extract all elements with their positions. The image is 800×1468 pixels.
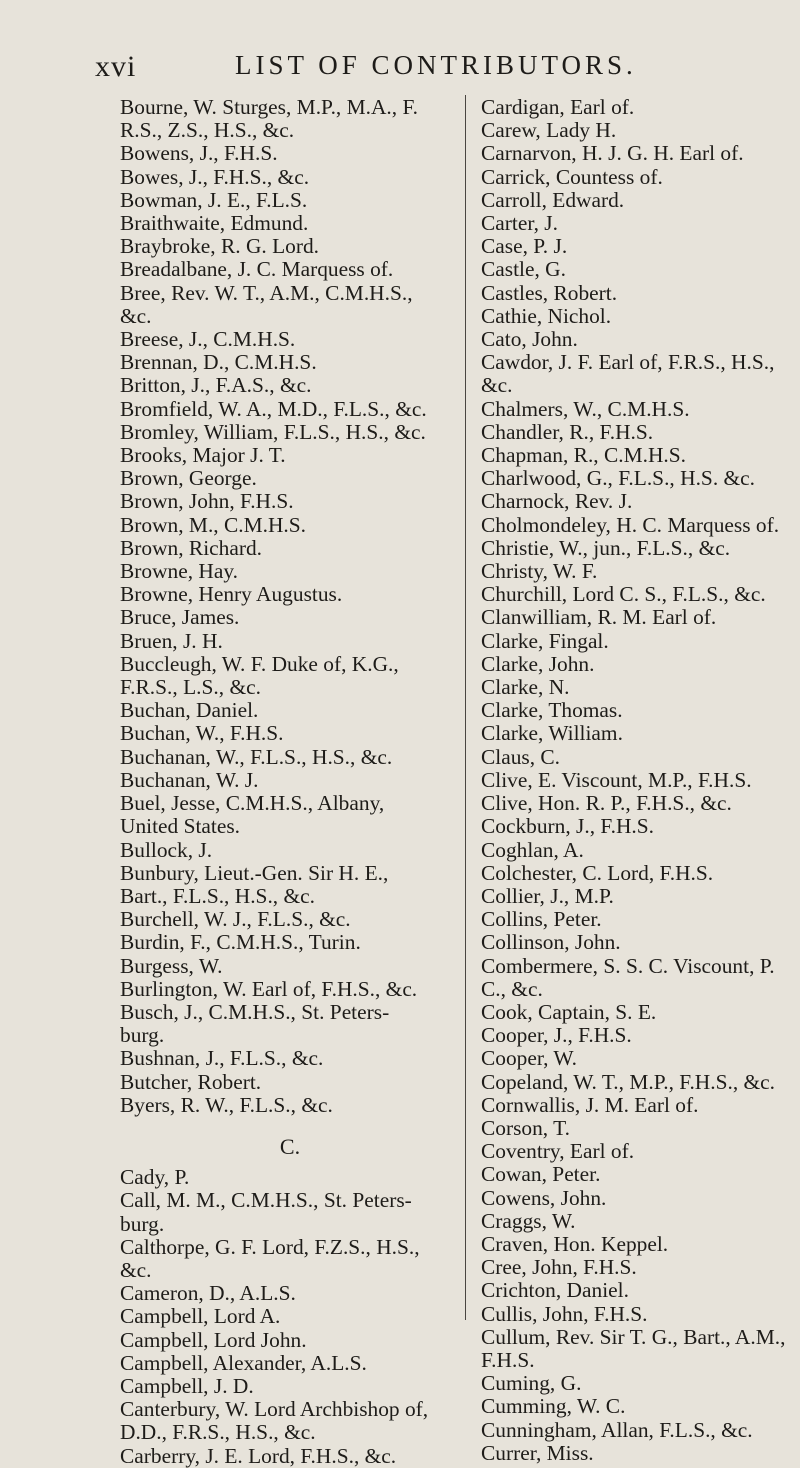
contributor-entry <box>481 722 799 745</box>
contributor-entry <box>481 119 799 142</box>
entry-name: Cathie, Nichol. <box>481 303 612 328</box>
contributor-entry <box>481 839 799 862</box>
contributor-entry <box>481 1024 799 1047</box>
entry-name: Cady, P. <box>120 1165 190 1190</box>
contributor-entry <box>481 1233 799 1256</box>
entry-continuation: &c. <box>481 373 513 398</box>
entry-name: Buel, Jesse, C.M.H.S., Albany, <box>120 791 385 816</box>
running-title: LIST OF CONTRIBUTORS. <box>235 50 637 80</box>
contributor-entry <box>481 815 799 838</box>
contributor-entry <box>481 1140 799 1163</box>
entry-name: Cumming, W. C. <box>481 1394 626 1419</box>
entry-name: Bruce, James. <box>120 605 240 630</box>
contributor-entry <box>120 1094 460 1117</box>
contributor-entry <box>481 189 799 212</box>
contributor-entry <box>120 699 460 722</box>
entry-name: Busch, J., C.M.H.S., St. Peters- <box>120 999 390 1024</box>
entry-name: Carberry, J. E. Lord, F.H.S., &c. <box>120 1443 397 1468</box>
entry-name: Clive, E. Viscount, M.P., F.H.S. <box>481 767 752 792</box>
contributor-entry <box>120 792 460 838</box>
contributor-entry <box>481 1117 799 1140</box>
contributor-entry <box>481 282 799 305</box>
entry-name: Campbell, Lord John. <box>120 1327 307 1352</box>
entry-name: Christy, W. F. <box>481 559 598 584</box>
entry-name: Campbell, J. D. <box>120 1373 254 1398</box>
entry-name: Cook, Captain, S. E. <box>481 999 657 1024</box>
contributor-entry <box>481 699 799 722</box>
entry-name: Buchan, Daniel. <box>120 698 259 723</box>
contributor-entry <box>481 1303 799 1326</box>
contributor-entry <box>120 421 460 444</box>
entry-name: Campbell, Lord A. <box>120 1304 281 1329</box>
entry-name: Colchester, C. Lord, F.H.S. <box>481 860 714 885</box>
contributor-entry <box>481 606 799 629</box>
entry-continuation: D.D., F.R.S., H.S., &c. <box>120 1420 316 1445</box>
page-header <box>95 50 795 90</box>
contributor-entry <box>120 1047 460 1070</box>
contributor-entry <box>120 1236 460 1282</box>
entry-name: Craven, Hon. Keppel. <box>481 1231 669 1256</box>
entry-continuation: &c. <box>120 1257 152 1282</box>
contributor-entry <box>481 630 799 653</box>
entry-name: Brooks, Major J. T. <box>120 443 286 468</box>
entry-name: Bowman, J. E., F.L.S. <box>120 187 308 212</box>
entry-name: Campbell, Alexander, A.L.S. <box>120 1350 367 1375</box>
entry-name: Cunningham, Allan, F.L.S., &c. <box>481 1417 753 1442</box>
contributor-entry <box>481 1163 799 1186</box>
entry-name: Castles, Robert. <box>481 280 618 305</box>
entry-name: Claus, C. <box>481 744 561 769</box>
entry-name: Buchanan, W., F.L.S., H.S., &c. <box>120 744 393 769</box>
contributor-entry <box>481 583 799 606</box>
entry-name: Clarke, N. <box>481 675 570 700</box>
contributor-entry <box>481 421 799 444</box>
contributor-entry <box>481 305 799 328</box>
entry-name: Brennan, D., C.M.H.S. <box>120 350 317 375</box>
entry-name: Bowens, J., F.H.S. <box>120 141 278 166</box>
contributor-entry <box>481 1071 799 1094</box>
contributor-entry <box>120 1001 460 1047</box>
contributor-entry <box>481 746 799 769</box>
entry-name: Cullis, John, F.H.S. <box>481 1301 648 1326</box>
contributor-entry <box>481 1442 799 1465</box>
contributor-entry <box>120 908 460 931</box>
contributor-entry <box>120 1305 460 1328</box>
entry-name: Coghlan, A. <box>481 837 584 862</box>
entry-name: Braithwaite, Edmund. <box>120 211 309 236</box>
contributor-entry <box>481 560 799 583</box>
contributor-entry <box>120 955 460 978</box>
entry-name: Cooper, W. <box>481 1046 577 1071</box>
contributor-entry <box>481 1210 799 1233</box>
contributor-entry <box>120 351 460 374</box>
entry-name: Charnock, Rev. J. <box>481 489 633 514</box>
entry-name: Carew, Lady H. <box>481 118 617 143</box>
entry-name: Clarke, Thomas. <box>481 698 623 723</box>
entry-name: Christie, W., jun., F.L.S., &c. <box>481 535 731 560</box>
contributor-entry <box>120 931 460 954</box>
contributor-entry <box>120 235 460 258</box>
entry-name: Burdin, F., C.M.H.S., Turin. <box>120 930 361 955</box>
entry-name: Combermere, S. S. C. Viscount, P. <box>481 953 775 978</box>
contributor-entry <box>120 606 460 629</box>
contributor-entry <box>481 1047 799 1070</box>
entry-name: Britton, J., F.A.S., &c. <box>120 373 312 398</box>
contributor-entry <box>120 490 460 513</box>
entry-name: Brown, George. <box>120 466 257 491</box>
entry-name: Burlington, W. Earl of, F.H.S., &c. <box>120 976 418 1001</box>
contributor-entry <box>120 189 460 212</box>
contributor-entry <box>481 142 799 165</box>
entry-continuation: &c. <box>120 303 152 328</box>
entry-name: Bowes, J., F.H.S., &c. <box>120 164 310 189</box>
entry-continuation: C., &c. <box>481 976 543 1001</box>
entry-name: Bullock, J. <box>120 837 213 862</box>
entry-name: Carnarvon, H. J. G. H. Earl of. <box>481 141 744 166</box>
contributor-entry <box>120 839 460 862</box>
contributor-entry <box>481 328 799 351</box>
entry-name: Cullum, Rev. Sir T. G., Bart., A.M., <box>481 1324 786 1349</box>
entry-name: Clarke, Fingal. <box>481 628 609 653</box>
contributor-entry <box>120 514 460 537</box>
entry-name: Byers, R. W., F.L.S., &c. <box>120 1092 333 1117</box>
entry-name: Bromley, William, F.L.S., H.S., &c. <box>120 419 426 444</box>
contributor-entry <box>481 166 799 189</box>
entry-name: Canterbury, W. Lord Archbishop of, <box>120 1397 429 1422</box>
contributor-entry <box>120 583 460 606</box>
entry-name: Churchill, Lord C. S., F.L.S., &c. <box>481 582 766 607</box>
entry-name: Burchell, W. J., F.L.S., &c. <box>120 907 351 932</box>
entry-continuation: F.R.S., L.S., &c. <box>120 675 261 700</box>
entry-name: Cameron, D., A.L.S. <box>120 1281 296 1306</box>
contributor-entry <box>481 1094 799 1117</box>
entry-name: Cardigan, Earl of. <box>481 95 635 119</box>
entry-name: Browne, Henry Augustus. <box>120 582 343 607</box>
contributor-entry <box>120 653 460 699</box>
contributor-entry <box>120 467 460 490</box>
entry-name: Cuming, G. <box>481 1371 582 1396</box>
entry-name: Cockburn, J., F.H.S. <box>481 814 654 839</box>
entry-name: Bree, Rev. W. T., A.M., C.M.H.S., <box>120 280 413 305</box>
contributor-entry <box>120 722 460 745</box>
entry-name: Breese, J., C.M.H.S. <box>120 327 296 352</box>
entry-name: Chandler, R., F.H.S. <box>481 419 654 444</box>
entry-name: Bushnan, J., F.L.S., &c. <box>120 1046 324 1071</box>
entry-name: Burgess, W. <box>120 953 223 978</box>
entry-name: Bromfield, W. A., M.D., F.L.S., &c. <box>120 396 427 421</box>
contributor-entry <box>481 444 799 467</box>
entry-name: Currer, Miss. <box>481 1440 594 1465</box>
entry-name: Browne, Hay. <box>120 559 239 584</box>
entry-name: Cowan, Peter. <box>481 1162 601 1187</box>
page-number: xvi <box>95 50 137 83</box>
right-column <box>481 96 799 1465</box>
contributor-entry <box>120 1189 460 1235</box>
entry-name: Calthorpe, G. F. Lord, F.Z.S., H.S., <box>120 1234 420 1259</box>
contributor-entry <box>481 862 799 885</box>
entry-continuation: burg. <box>120 1023 165 1048</box>
entry-continuation: Bart., F.L.S., H.S., &c. <box>120 883 315 908</box>
contributor-entry <box>481 398 799 421</box>
contributor-entry <box>481 931 799 954</box>
entry-name: Bourne, W. Sturges, M.P., M.A., F. <box>120 95 419 119</box>
column-divider <box>465 95 466 1320</box>
contributor-entry <box>120 769 460 792</box>
contributor-entry <box>120 1352 460 1375</box>
contributor-entry <box>481 955 799 1001</box>
contributor-entry <box>481 885 799 908</box>
entries-c <box>120 1166 460 1468</box>
entry-name: Brown, John, F.H.S. <box>120 489 294 514</box>
entry-name: Clive, Hon. R. P., F.H.S., &c. <box>481 791 732 816</box>
contributor-entry <box>120 1375 460 1398</box>
entry-name: Collier, J., M.P. <box>481 883 614 908</box>
entry-name: Bunbury, Lieut.-Gen. Sir H. E., <box>120 860 389 885</box>
contributor-entry <box>481 1001 799 1024</box>
entry-name: Cree, John, F.H.S. <box>481 1255 637 1280</box>
contributor-entry <box>481 1326 799 1372</box>
contributor-entry <box>120 1282 460 1305</box>
contributor-entry <box>120 212 460 235</box>
entry-name: Brown, Richard. <box>120 535 262 560</box>
contributor-entry <box>120 537 460 560</box>
entry-name: Collins, Peter. <box>481 907 602 932</box>
contributor-entry <box>120 1166 460 1189</box>
entry-name: Chapman, R., C.M.H.S. <box>481 443 687 468</box>
entry-name: Cawdor, J. F. Earl of, F.R.S., H.S., <box>481 350 775 375</box>
contributor-entry <box>481 676 799 699</box>
contributor-entry <box>120 560 460 583</box>
contributor-entry <box>120 630 460 653</box>
entry-name: Carroll, Edward. <box>481 187 625 212</box>
contributor-entry <box>481 792 799 815</box>
contributor-entry <box>481 351 799 397</box>
contributor-entry <box>120 282 460 328</box>
contributor-entry <box>481 537 799 560</box>
entry-name: Case, P. J. <box>481 234 568 259</box>
entry-name: Copeland, W. T., M.P., F.H.S., &c. <box>481 1069 776 1094</box>
entry-name: Breadalbane, J. C. Marquess of. <box>120 257 394 282</box>
contributor-entry <box>481 96 799 119</box>
entry-name: Cowens, John. <box>481 1185 607 1210</box>
contributor-entry <box>120 1329 460 1352</box>
contributor-entry <box>120 862 460 908</box>
contributor-entry <box>481 908 799 931</box>
contributor-entry <box>120 1445 460 1468</box>
entry-name: Cornwallis, J. M. Earl of. <box>481 1092 699 1117</box>
contributor-entry <box>120 166 460 189</box>
left-column <box>120 96 460 1468</box>
section-letter: C. <box>279 1133 301 1159</box>
contributor-entry <box>481 514 799 537</box>
entry-name: Crichton, Daniel. <box>481 1278 629 1303</box>
contributor-entry <box>120 374 460 397</box>
entry-name: Buccleugh, W. F. Duke of, K.G., <box>120 651 399 676</box>
entry-continuation: burg. <box>120 1211 165 1236</box>
contributor-entry <box>481 1279 799 1302</box>
contributor-entry <box>120 444 460 467</box>
contributor-entry <box>481 235 799 258</box>
contributor-entry <box>481 212 799 235</box>
entry-name: Coventry, Earl of. <box>481 1139 635 1164</box>
contributor-entry <box>120 746 460 769</box>
contributor-entry <box>120 258 460 281</box>
contributor-entry <box>120 978 460 1001</box>
entry-name: Bruen, J. H. <box>120 628 223 653</box>
entry-continuation: F.H.S. <box>481 1347 535 1372</box>
entry-name: Craggs, W. <box>481 1208 576 1233</box>
entry-name: Brown, M., C.M.H.S. <box>120 512 307 537</box>
entries-b <box>120 96 460 1117</box>
entry-name: Castle, G. <box>481 257 566 282</box>
contributor-entry <box>481 490 799 513</box>
entry-name: Charlwood, G., F.L.S., H.S. &c. <box>481 466 755 491</box>
entry-name: Call, M. M., C.M.H.S., St. Peters- <box>120 1188 412 1213</box>
entry-name: Buchanan, W. J. <box>120 767 259 792</box>
contributor-entry <box>481 653 799 676</box>
entry-name: Cholmondeley, H. C. Marquess of. <box>481 512 780 537</box>
contributor-entry <box>481 1395 799 1418</box>
entry-name: Buchan, W., F.H.S. <box>120 721 284 746</box>
contributor-entry <box>481 769 799 792</box>
entry-name: Clarke, William. <box>481 721 623 746</box>
contributor-entry <box>481 1256 799 1279</box>
entry-name: Cato, John. <box>481 327 578 352</box>
contributor-entry <box>481 1187 799 1210</box>
entry-continuation: United States. <box>120 814 241 839</box>
entries-right <box>481 96 799 1465</box>
entry-name: Butcher, Robert. <box>120 1069 262 1094</box>
entry-name: Cooper, J., F.H.S. <box>481 1023 632 1048</box>
contributor-entry <box>481 258 799 281</box>
contributor-entry <box>481 467 799 490</box>
entry-continuation: R.S., Z.S., H.S., &c. <box>120 118 295 143</box>
contributor-entry <box>120 1398 460 1444</box>
entry-name: Chalmers, W., C.M.H.S. <box>481 396 690 421</box>
contributor-entry <box>120 96 460 142</box>
contributor-entry <box>120 398 460 421</box>
entry-name: Carter, J. <box>481 211 558 236</box>
entry-name: Carrick, Countess of. <box>481 164 663 189</box>
entry-name: Clarke, John. <box>481 651 595 676</box>
entry-name: Braybroke, R. G. Lord. <box>120 234 320 259</box>
contributor-entry <box>481 1419 799 1442</box>
entry-name: Clanwilliam, R. M. Earl of. <box>481 605 717 630</box>
entry-name: Corson, T. <box>481 1115 570 1140</box>
contributor-entry <box>120 1071 460 1094</box>
contributor-entry <box>120 328 460 351</box>
contributor-entry <box>120 142 460 165</box>
entry-name: Collinson, John. <box>481 930 621 955</box>
